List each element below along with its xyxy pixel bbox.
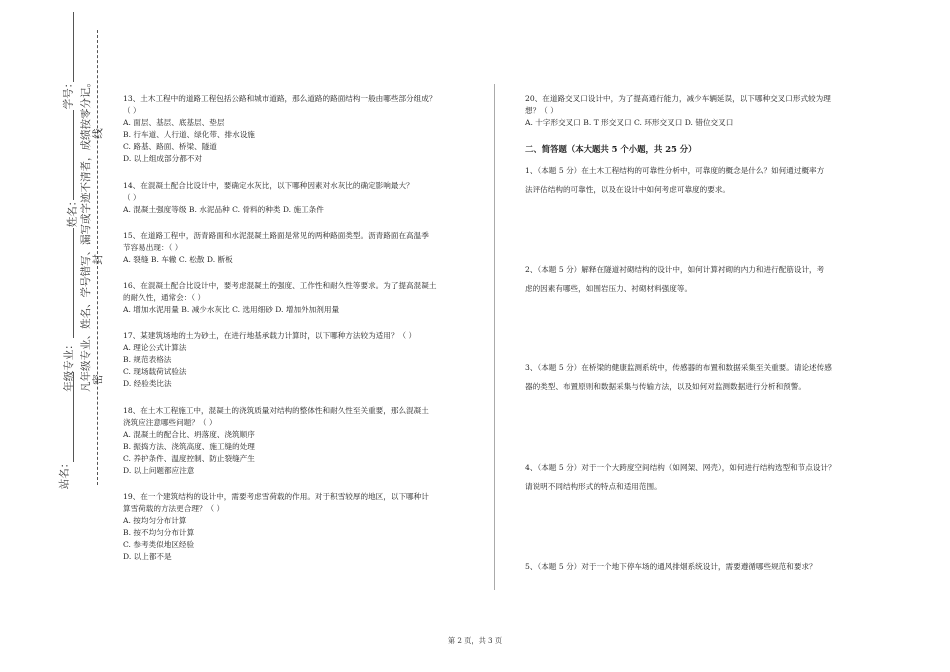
question-stem-cont: 浇筑应注意哪些问题？（ ）: [123, 418, 217, 427]
short-answer-4: [525, 454, 870, 501]
question-19: [123, 491, 473, 563]
question-20: [525, 93, 875, 129]
short-answer-text: 5、（本题 5 分）对于一个地下停车场的通风排烟系统设计，需要遵循哪些规范和要求？: [525, 561, 817, 571]
short-answer-3: [525, 354, 870, 401]
option-a: A. 按均匀分布计算: [123, 516, 187, 525]
short-answer-text: 2、（本题 5 分）解释在隧道衬砌结构的设计中，如何计算衬砌的内力和进行配筋设计，考: [525, 264, 825, 274]
short-answer-text-cont: 法评估结构的可靠性，以及在设计中如何考虑可靠度的要求。: [525, 185, 731, 195]
seal-mark-secret: 密: [91, 374, 104, 385]
question-stem-cont: 想？（ ）: [525, 106, 558, 115]
column-divider: [494, 84, 495, 590]
question-stem: 20、在道路交叉口设计中，为了提高通行能力，减少车辆延误，以下哪种交叉口形式较为理: [525, 94, 831, 103]
question-stem-cont: （ ）: [123, 193, 141, 202]
binding-field-student-id: 学号：: [62, 77, 75, 110]
question-stem: 15、在道路工程中，沥青路面和水泥混凝土路面是常见的两种路面类型。沥青路面在高温季: [123, 231, 429, 240]
question-stem-cont: 的耐久性，通常会：（ ）: [123, 293, 206, 302]
option-a: A. 混凝土的配合比、坍落度、浇筑顺序: [123, 430, 255, 439]
question-14: [123, 180, 473, 216]
short-answer-text: 3、（本题 5 分）在桥梁的健康监测系统中，传感器的布置和数据采集至关重要。请论述传感: [525, 362, 832, 372]
question-stem: 16、在混凝土配合比设计中，要考虑混凝土的强度、工作性和耐久性等要求。为了提高混凝土: [123, 281, 437, 290]
short-answer-text: 1、（本题 5 分）在土木工程结构的可靠性分析中，可靠度的概念是什么？如何通过概率方: [525, 165, 825, 175]
option-a: A. 面层、基层、底基层、垫层: [123, 118, 225, 127]
option-b: B. 按不均匀分布计算: [123, 528, 195, 537]
question-stem: 17、某建筑场地的土为砂土，在进行地基承载力计算时，以下哪种方法较为适用？（ ）: [123, 331, 417, 340]
question-15: [123, 230, 473, 266]
options-inline: A. 增加水泥用量 B. 减少水灰比 C. 选用细砂 D. 增加外加剂用量: [123, 305, 340, 314]
seal-mark-line: 线: [91, 128, 104, 139]
question-stem-cont: （ ）: [123, 106, 141, 115]
options-inline: A. 混凝土强度等级 B. 水泥品种 C. 骨料的种类 D. 施工条件: [123, 205, 324, 214]
options-inline: A. 十字形交叉口 B. T 形交叉口 C. 环形交叉口 D. 错位交叉口: [525, 118, 734, 127]
question-stem-cont: 算雪荷载的方法更合理？（ ）: [123, 504, 225, 513]
seal-mark-seal: 封: [91, 254, 104, 265]
page-footer: 第 2 页，共 3 页: [447, 636, 503, 645]
question-16: [123, 280, 473, 316]
binding-note: 凡年级专业、姓名、学号错写、漏写或字迹不清者，成绩按零分记。: [80, 77, 92, 392]
section-title-short-answer: 二、简答题（本大题共 5 个小题，共 25 分）: [525, 144, 697, 154]
option-b: B. 规范表格法: [123, 355, 172, 364]
short-answer-2: [525, 256, 870, 303]
question-stem: 14、在混凝土配合比设计中，要确定水灰比，以下哪种因素对水灰比的确定影响最大？: [123, 181, 414, 190]
binding-field-major: 年级专业：: [62, 339, 75, 392]
option-b: B. 行车道、人行道、绿化带、排水设施: [123, 130, 255, 139]
short-answer-text: 4、（本题 5 分）对于一个大跨度空间结构（如网架、网壳），如何进行结构选型和节点设计？: [525, 462, 836, 472]
short-answer-text-cont: 器的类型、布置原则和数据采集与传输方法，以及如何对监测数据进行分析和预警。: [525, 382, 806, 392]
question-stem: 13、土木工程中的道路工程包括公路和城市道路，那么道路的路面结构一般由哪些部分组成？: [123, 94, 437, 103]
short-answer-text-cont: 请说明不同结构形式的特点和适用范围。: [525, 482, 662, 492]
binding-field-name: 姓名：: [66, 195, 79, 228]
question-stem-cont: 节容易出现：（ ）: [123, 243, 183, 252]
binding-line-major: [73, 228, 74, 338]
option-c: C. 路基、路面、桥梁、隧道: [123, 142, 217, 151]
binding-field-station: 站名：: [58, 457, 71, 490]
option-d: D. 以上都不是: [123, 552, 172, 561]
short-answer-text-cont: 虑的因素有哪些，如围岩压力、衬砌材料强度等。: [525, 284, 693, 294]
option-d: D. 经验类比法: [123, 379, 172, 388]
binding-line-name: [73, 110, 74, 200]
option-b: B. 振捣方法、浇筑高度、施工缝的处理: [123, 442, 255, 451]
option-c: C. 现场载荷试验法: [123, 367, 187, 376]
option-c: C. 参考类似地区经验: [123, 540, 195, 549]
short-answer-5: [525, 553, 870, 580]
option-d: D. 以上问题都应注意: [123, 466, 195, 475]
question-13: [123, 93, 473, 165]
binding-line-station: [73, 372, 74, 462]
question-stem: 18、在土木工程施工中，混凝土的浇筑质量对结构的整体性和耐久性至关重要，那么混凝土: [123, 406, 429, 415]
option-c: C. 养护条件、温度控制、防止裂缝产生: [123, 454, 255, 463]
options-inline: A. 裂缝 B. 车辙 C. 松散 D. 断板: [123, 255, 233, 264]
question-18: [123, 405, 473, 477]
option-d: D. 以上组成部分都不对: [123, 154, 202, 163]
option-a: A. 理论公式计算法: [123, 343, 187, 352]
question-stem: 19、在一个建筑结构的设计中，需要考虑雪荷载的作用。对于积雪较厚的地区，以下哪种计: [123, 492, 429, 501]
binding-line-id: [73, 12, 74, 82]
question-17: [123, 330, 473, 390]
short-answer-1: [525, 157, 870, 204]
